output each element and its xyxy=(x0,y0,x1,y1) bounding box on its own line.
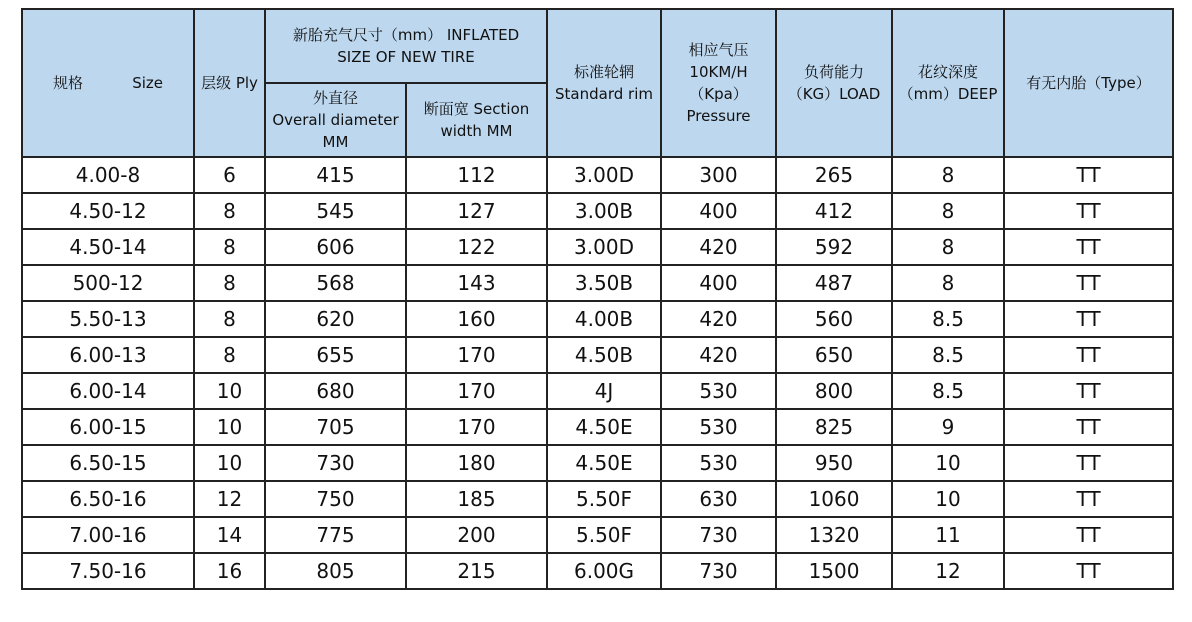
header-size-en: Size xyxy=(132,74,163,92)
cell-type: TT xyxy=(1004,337,1173,373)
cell-load: 412 xyxy=(776,193,892,229)
cell-type: TT xyxy=(1004,481,1173,517)
cell-section-width: 170 xyxy=(406,373,547,409)
cell-type: TT xyxy=(1004,373,1173,409)
cell-section-width: 112 xyxy=(406,157,547,193)
header-pressure-line3: （Kpa） xyxy=(689,85,748,103)
cell-load: 1060 xyxy=(776,481,892,517)
cell-ply: 10 xyxy=(194,373,265,409)
cell-overall-diameter: 415 xyxy=(265,157,406,193)
cell-section-width: 185 xyxy=(406,481,547,517)
header-overall-line1: 外直径 xyxy=(312,89,358,107)
cell-pressure: 630 xyxy=(661,481,776,517)
cell-standard-rim: 4.50E xyxy=(547,409,661,445)
header-section-width xyxy=(406,83,547,157)
cell-standard-rim: 6.00G xyxy=(547,553,661,589)
cell-deep: 8 xyxy=(892,157,1004,193)
cell-load: 487 xyxy=(776,265,892,301)
header-deep-line2: （mm）DEEP xyxy=(898,85,998,103)
cell-overall-diameter: 545 xyxy=(265,193,406,229)
cell-ply: 10 xyxy=(194,409,265,445)
table-row xyxy=(22,481,1173,517)
cell-type: TT xyxy=(1004,517,1173,553)
cell-size: 7.50-16 xyxy=(22,553,194,589)
cell-overall-diameter: 620 xyxy=(265,301,406,337)
table-header xyxy=(22,9,1173,157)
cell-ply: 16 xyxy=(194,553,265,589)
cell-overall-diameter: 750 xyxy=(265,481,406,517)
cell-type: TT xyxy=(1004,301,1173,337)
cell-size: 4.50-14 xyxy=(22,229,194,265)
cell-type: TT xyxy=(1004,265,1173,301)
cell-deep: 8 xyxy=(892,265,1004,301)
cell-section-width: 127 xyxy=(406,193,547,229)
cell-ply: 10 xyxy=(194,445,265,481)
cell-deep: 8.5 xyxy=(892,301,1004,337)
cell-section-width: 122 xyxy=(406,229,547,265)
tire-spec-table-container xyxy=(21,8,1172,590)
cell-size: 500-12 xyxy=(22,265,194,301)
cell-deep: 8.5 xyxy=(892,373,1004,409)
header-pressure-line1: 相应气压 xyxy=(688,41,749,59)
cell-overall-diameter: 730 xyxy=(265,445,406,481)
header-overall-line2: Overall diameter xyxy=(272,111,399,129)
cell-type: TT xyxy=(1004,193,1173,229)
table-row xyxy=(22,193,1173,229)
cell-ply: 6 xyxy=(194,157,265,193)
cell-load: 592 xyxy=(776,229,892,265)
cell-deep: 8 xyxy=(892,193,1004,229)
header-type xyxy=(1004,9,1173,157)
cell-deep: 8 xyxy=(892,229,1004,265)
cell-pressure: 530 xyxy=(661,409,776,445)
cell-standard-rim: 4.50E xyxy=(547,445,661,481)
cell-deep: 11 xyxy=(892,517,1004,553)
cell-standard-rim: 3.50B xyxy=(547,265,661,301)
header-deep-line1: 花纹深度 xyxy=(918,63,979,81)
cell-pressure: 530 xyxy=(661,373,776,409)
cell-section-width: 170 xyxy=(406,337,547,373)
table-row xyxy=(22,157,1173,193)
cell-section-width: 215 xyxy=(406,553,547,589)
cell-section-width: 170 xyxy=(406,409,547,445)
header-load-line1: 负荷能力 xyxy=(804,63,865,81)
header-overall-line3: MM xyxy=(322,133,349,151)
cell-pressure: 530 xyxy=(661,445,776,481)
cell-overall-diameter: 606 xyxy=(265,229,406,265)
table-row xyxy=(22,301,1173,337)
cell-size: 4.50-12 xyxy=(22,193,194,229)
cell-size: 6.00-13 xyxy=(22,337,194,373)
cell-type: TT xyxy=(1004,157,1173,193)
header-size-cn: 规格 xyxy=(53,74,84,92)
tire-spec-table xyxy=(21,8,1174,590)
table-row xyxy=(22,337,1173,373)
header-overall-diameter xyxy=(265,83,406,157)
header-inflated-line1: 新胎充气尺寸（mm） INFLATED xyxy=(292,26,520,44)
cell-standard-rim: 3.00D xyxy=(547,157,661,193)
table-row xyxy=(22,445,1173,481)
cell-standard-rim: 5.50F xyxy=(547,481,661,517)
header-section-line1: 断面宽 Section xyxy=(423,100,530,118)
cell-ply: 8 xyxy=(194,337,265,373)
cell-overall-diameter: 805 xyxy=(265,553,406,589)
header-pressure-line2: 10KM/H xyxy=(689,63,748,81)
table-body xyxy=(22,157,1173,589)
header-deep xyxy=(892,9,1004,157)
table-row xyxy=(22,517,1173,553)
cell-load: 560 xyxy=(776,301,892,337)
cell-pressure: 400 xyxy=(661,265,776,301)
cell-type: TT xyxy=(1004,229,1173,265)
table-row xyxy=(22,409,1173,445)
cell-load: 265 xyxy=(776,157,892,193)
table-row xyxy=(22,553,1173,589)
cell-size: 6.00-14 xyxy=(22,373,194,409)
header-inflated-size xyxy=(265,9,547,83)
table-row xyxy=(22,373,1173,409)
cell-pressure: 730 xyxy=(661,517,776,553)
header-size xyxy=(22,9,194,157)
cell-deep: 10 xyxy=(892,481,1004,517)
header-section-line2: width MM xyxy=(440,122,513,140)
cell-size: 6.00-15 xyxy=(22,409,194,445)
cell-pressure: 420 xyxy=(661,301,776,337)
header-standard-rim xyxy=(547,9,661,157)
cell-load: 1500 xyxy=(776,553,892,589)
cell-deep: 12 xyxy=(892,553,1004,589)
header-load xyxy=(776,9,892,157)
cell-section-width: 160 xyxy=(406,301,547,337)
cell-ply: 14 xyxy=(194,517,265,553)
cell-pressure: 420 xyxy=(661,229,776,265)
cell-size: 5.50-13 xyxy=(22,301,194,337)
cell-load: 825 xyxy=(776,409,892,445)
cell-size: 7.00-16 xyxy=(22,517,194,553)
header-pressure-line4: Pressure xyxy=(686,107,751,125)
header-pressure xyxy=(661,9,776,157)
header-rim-line2: Standard rim xyxy=(555,85,653,103)
cell-size: 6.50-16 xyxy=(22,481,194,517)
cell-section-width: 180 xyxy=(406,445,547,481)
cell-section-width: 200 xyxy=(406,517,547,553)
cell-overall-diameter: 568 xyxy=(265,265,406,301)
table-row xyxy=(22,229,1173,265)
table-row xyxy=(22,265,1173,301)
cell-deep: 9 xyxy=(892,409,1004,445)
cell-pressure: 300 xyxy=(661,157,776,193)
cell-standard-rim: 4.50B xyxy=(547,337,661,373)
cell-load: 800 xyxy=(776,373,892,409)
cell-section-width: 143 xyxy=(406,265,547,301)
cell-load: 650 xyxy=(776,337,892,373)
cell-type: TT xyxy=(1004,445,1173,481)
cell-ply: 12 xyxy=(194,481,265,517)
cell-overall-diameter: 680 xyxy=(265,373,406,409)
cell-standard-rim: 3.00D xyxy=(547,229,661,265)
cell-load: 950 xyxy=(776,445,892,481)
cell-size: 4.00-8 xyxy=(22,157,194,193)
cell-overall-diameter: 655 xyxy=(265,337,406,373)
cell-size: 6.50-15 xyxy=(22,445,194,481)
cell-standard-rim: 4.00B xyxy=(547,301,661,337)
cell-overall-diameter: 775 xyxy=(265,517,406,553)
cell-deep: 10 xyxy=(892,445,1004,481)
header-ply-label: 层级 Ply xyxy=(201,74,258,92)
cell-standard-rim: 4J xyxy=(547,373,661,409)
header-inflated-line2: SIZE OF NEW TIRE xyxy=(337,48,475,66)
cell-pressure: 420 xyxy=(661,337,776,373)
cell-ply: 8 xyxy=(194,229,265,265)
cell-standard-rim: 5.50F xyxy=(547,517,661,553)
cell-deep: 8.5 xyxy=(892,337,1004,373)
cell-type: TT xyxy=(1004,553,1173,589)
cell-pressure: 730 xyxy=(661,553,776,589)
header-rim-line1: 标准轮辋 xyxy=(574,63,635,81)
header-load-line2: （KG）LOAD xyxy=(787,85,881,103)
header-ply xyxy=(194,9,265,157)
cell-ply: 8 xyxy=(194,301,265,337)
cell-standard-rim: 3.00B xyxy=(547,193,661,229)
cell-load: 1320 xyxy=(776,517,892,553)
cell-type: TT xyxy=(1004,409,1173,445)
cell-ply: 8 xyxy=(194,193,265,229)
cell-pressure: 400 xyxy=(661,193,776,229)
header-type-label: 有无内胎（Type） xyxy=(1026,74,1151,92)
cell-ply: 8 xyxy=(194,265,265,301)
cell-overall-diameter: 705 xyxy=(265,409,406,445)
